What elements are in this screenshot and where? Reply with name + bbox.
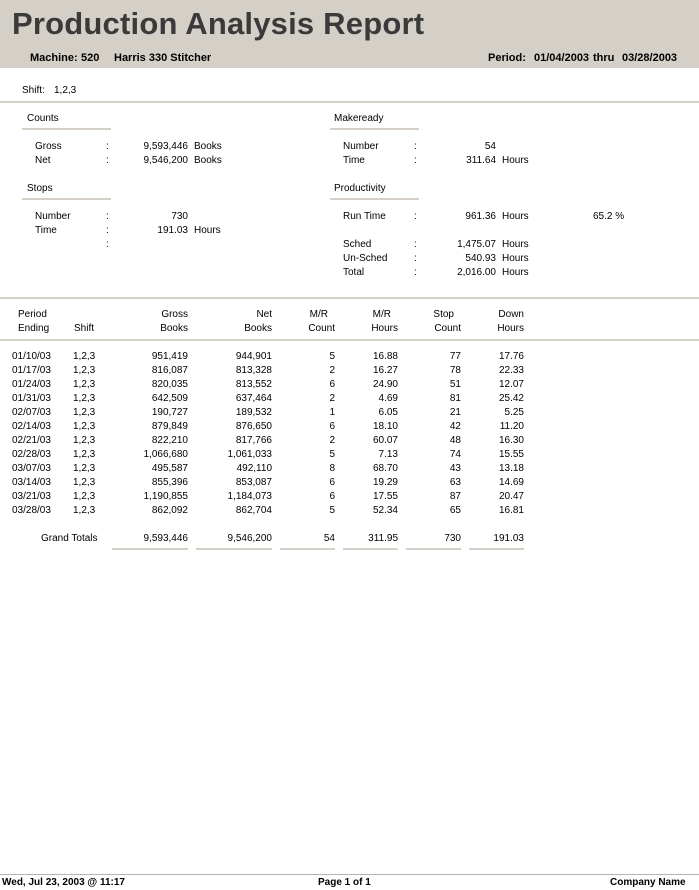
cell-mr-count: 5 [329,351,335,362]
cell-gross-books: 495,587 [151,463,188,474]
header-stop-count: Count [434,323,461,334]
header-mr-hours-2: Hours [371,323,398,334]
cell-shift: 1,2,3 [73,379,96,390]
cell-mr-count: 5 [329,449,335,460]
counts-net-value: 9,546,200 [143,155,188,166]
total-underline [406,548,461,550]
cell-shift: 1,2,3 [73,463,96,474]
period-thru: thru [593,52,615,64]
cell-down-hours: 13.18 [498,463,524,474]
stops-number-value: 730 [171,211,188,222]
cell-gross-books: 951,419 [151,351,188,362]
total-underline [196,548,272,550]
table-row [0,449,699,463]
makeready-number-label: Number [343,141,379,152]
unsched-label: Un-Sched [343,253,388,264]
stops-number-label: Number [35,211,71,222]
colon: : [106,141,109,152]
cell-gross-books: 1,066,680 [143,449,188,460]
cell-period-ending: 01/10/03 [12,351,51,362]
cell-gross-books: 822,210 [151,435,188,446]
cell-net-books: 1,061,033 [227,449,272,460]
cell-stop-count: 65 [449,505,461,516]
colon: : [414,253,417,264]
cell-gross-books: 820,035 [151,379,188,390]
cell-down-hours: 20.47 [498,491,524,502]
stops-title: Stops [27,183,53,194]
cell-mr-hours: 18.10 [372,421,398,432]
total-underline [112,548,188,550]
cell-mr-count: 5 [329,505,335,516]
sched-value: 1,475.07 [457,239,496,250]
colon: : [414,141,417,152]
cell-down-hours: 12.07 [498,379,524,390]
cell-net-books: 944,901 [235,351,272,362]
total-mr-hours: 311.95 [368,533,398,544]
makeready-time-label: Time [343,155,365,166]
cell-net-books: 637,464 [235,393,272,404]
cell-down-hours: 17.76 [498,351,524,362]
cell-net-books: 853,087 [235,477,272,488]
header-net-books: Books [244,323,272,334]
period-label: Period: [488,52,526,64]
header-mr-hours-1: M/R [372,309,391,320]
cell-gross-books: 642,509 [151,393,188,404]
cell-mr-count: 6 [329,421,335,432]
table-row [0,351,699,365]
cell-period-ending: 02/07/03 [12,407,51,418]
run-time-unit: Hours [502,211,529,222]
total-down-hours: 191.03 [493,533,524,544]
cell-stop-count: 78 [449,365,461,376]
stops-underline [22,198,111,200]
table-row [0,365,699,379]
report-title: Production Analysis Report [12,6,425,41]
table-row [0,421,699,435]
total-stop-count: 730 [444,533,461,544]
cell-stop-count: 77 [449,351,461,362]
table-row [0,505,699,519]
cell-period-ending: 01/17/03 [12,365,51,376]
cell-stop-count: 74 [449,449,461,460]
cell-down-hours: 15.55 [498,449,524,460]
unsched-value: 540.93 [465,253,496,264]
cell-stop-count: 87 [449,491,461,502]
cell-net-books: 813,328 [235,365,272,376]
counts-gross-value: 9,593,446 [143,141,188,152]
total-unit: Hours [502,267,529,278]
cell-shift: 1,2,3 [73,505,96,516]
total-gross: 9,593,446 [143,533,188,544]
period-end: 03/28/2003 [622,52,678,64]
table-row [0,477,699,491]
cell-mr-count: 6 [329,379,335,390]
cell-period-ending: 03/14/03 [12,477,51,488]
run-time-label: Run Time [343,211,386,222]
cell-period-ending: 03/28/03 [12,505,51,516]
cell-down-hours: 14.69 [498,477,524,488]
cell-net-books: 1,184,073 [227,491,272,502]
cell-mr-hours: 6.05 [378,407,398,418]
header-mr-count: Count [308,323,335,334]
cell-down-hours: 16.30 [498,435,524,446]
colon: : [106,211,109,222]
cell-down-hours: 11.20 [499,421,524,432]
cell-shift: 1,2,3 [73,491,96,502]
cell-shift: 1,2,3 [73,365,96,376]
stops-time-unit: Hours [194,225,221,236]
cell-mr-hours: 24.90 [372,379,398,390]
cell-stop-count: 21 [449,407,461,418]
cell-gross-books: 190,727 [151,407,188,418]
cell-gross-books: 1,190,855 [143,491,188,502]
stops-time-value: 191.03 [157,225,188,236]
makeready-title: Makeready [334,113,384,124]
shift-label: Shift: [22,85,45,96]
cell-shift: 1,2,3 [73,421,96,432]
cell-mr-hours: 68.70 [372,463,398,474]
header-stop: Stop [433,309,454,320]
cell-stop-count: 51 [449,379,461,390]
cell-down-hours: 22.33 [498,365,524,376]
unsched-unit: Hours [502,253,529,264]
cell-period-ending: 02/14/03 [12,421,51,432]
shift-value: 1,2,3 [54,85,77,96]
cell-stop-count: 42 [449,421,461,432]
cell-stop-count: 63 [449,477,461,488]
divider [0,339,699,341]
colon: : [414,155,417,166]
cell-period-ending: 01/31/03 [12,393,51,404]
cell-down-hours: 5.25 [504,407,524,418]
machine-number: 520 [81,52,100,64]
cell-period-ending: 02/21/03 [12,435,51,446]
cell-net-books: 189,532 [235,407,272,418]
cell-period-ending: 03/21/03 [12,491,51,502]
cell-mr-count: 2 [329,365,335,376]
header-gross: Gross [161,309,188,320]
table-row [0,407,699,421]
cell-shift: 1,2,3 [73,435,96,446]
cell-net-books: 876,650 [235,421,272,432]
header-period: Period [18,309,47,320]
table-row [0,379,699,393]
sched-unit: Hours [502,239,529,250]
footer-company: Company Name [610,877,686,888]
counts-gross-unit: Books [194,141,222,152]
table-row [0,463,699,477]
cell-mr-count: 6 [329,491,335,502]
machine-label: Machine: [30,52,78,64]
total-value: 2,016.00 [457,267,496,278]
header-net: Net [256,309,272,320]
grand-totals-label: Grand Totals [41,533,98,544]
header-shift: Shift [74,323,95,334]
makeready-number-value: 54 [484,141,496,152]
cell-mr-hours: 60.07 [372,435,398,446]
total-underline [343,548,398,550]
cell-shift: 1,2,3 [73,393,96,404]
cell-stop-count: 43 [449,463,461,474]
counts-title: Counts [27,113,59,124]
cell-net-books: 862,704 [235,505,272,516]
table-row [0,393,699,407]
cell-net-books: 817,766 [235,435,272,446]
makeready-time-value: 311.64 [466,155,496,166]
total-underline [280,548,335,550]
divider [0,297,699,299]
cell-mr-hours: 7.13 [378,449,398,460]
cell-mr-hours: 19.29 [372,477,398,488]
cell-mr-hours: 16.88 [372,351,398,362]
machine-name: Harris 330 Stitcher [114,52,212,64]
cell-mr-count: 1 [329,407,335,418]
cell-stop-count: 81 [449,393,461,404]
header-ending: Ending [18,323,50,334]
colon: : [106,155,109,166]
counts-net-label: Net [35,155,51,166]
cell-down-hours: 25.42 [498,393,524,404]
divider [0,101,699,103]
counts-underline [22,128,111,130]
cell-net-books: 813,552 [235,379,272,390]
colon: : [414,211,417,222]
cell-mr-hours: 52.34 [372,505,398,516]
colon: : [106,225,109,236]
productivity-title: Productivity [334,183,386,194]
stops-time-label: Time [35,225,57,236]
cell-gross-books: 879,849 [151,421,188,432]
cell-mr-hours: 4.69 [378,393,398,404]
total-underline [469,548,524,550]
cell-gross-books: 862,092 [151,505,188,516]
period-start: 01/04/2003 [534,52,590,64]
cell-mr-count: 8 [329,463,335,474]
cell-gross-books: 855,396 [151,477,188,488]
cell-net-books: 492,110 [236,463,272,474]
cell-mr-count: 6 [329,477,335,488]
cell-period-ending: 03/07/03 [12,463,51,474]
counts-net-unit: Books [194,155,222,166]
footer-divider [0,874,699,875]
header-down-hours: Hours [497,323,524,334]
cell-mr-count: 2 [329,435,335,446]
table-row [0,435,699,449]
sched-label: Sched [343,239,372,250]
cell-mr-count: 2 [329,393,335,404]
header-mr: M/R [309,309,328,320]
footer-page: Page 1 of 1 [318,877,371,888]
cell-shift: 1,2,3 [73,407,96,418]
total-label: Total [343,267,365,278]
cell-mr-hours: 17.55 [372,491,398,502]
total-net: 9,546,200 [227,533,272,544]
cell-period-ending: 01/24/03 [12,379,51,390]
cell-period-ending: 02/28/03 [12,449,51,460]
cell-down-hours: 16.81 [498,505,524,516]
cell-shift: 1,2,3 [73,351,96,362]
counts-gross-label: Gross [35,141,62,152]
colon: : [414,239,417,250]
table-row [0,491,699,505]
colon: : [414,267,417,278]
total-mr-count: 54 [323,533,335,544]
run-time-value: 961.36 [465,211,496,222]
cell-gross-books: 816,087 [151,365,188,376]
cell-shift: 1,2,3 [73,477,96,488]
productivity-underline [330,198,419,200]
run-time-percent: 65.2 % [593,211,625,222]
cell-stop-count: 48 [449,435,461,446]
makeready-time-unit: Hours [502,155,529,166]
cell-mr-hours: 16.27 [372,365,398,376]
cell-shift: 1,2,3 [73,449,96,460]
header-gross-books: Books [160,323,188,334]
footer-date: Wed, Jul 23, 2003 @ 11:17 [2,877,125,888]
makeready-underline [330,128,419,130]
header-down: Down [498,309,524,320]
colon: : [106,239,109,250]
